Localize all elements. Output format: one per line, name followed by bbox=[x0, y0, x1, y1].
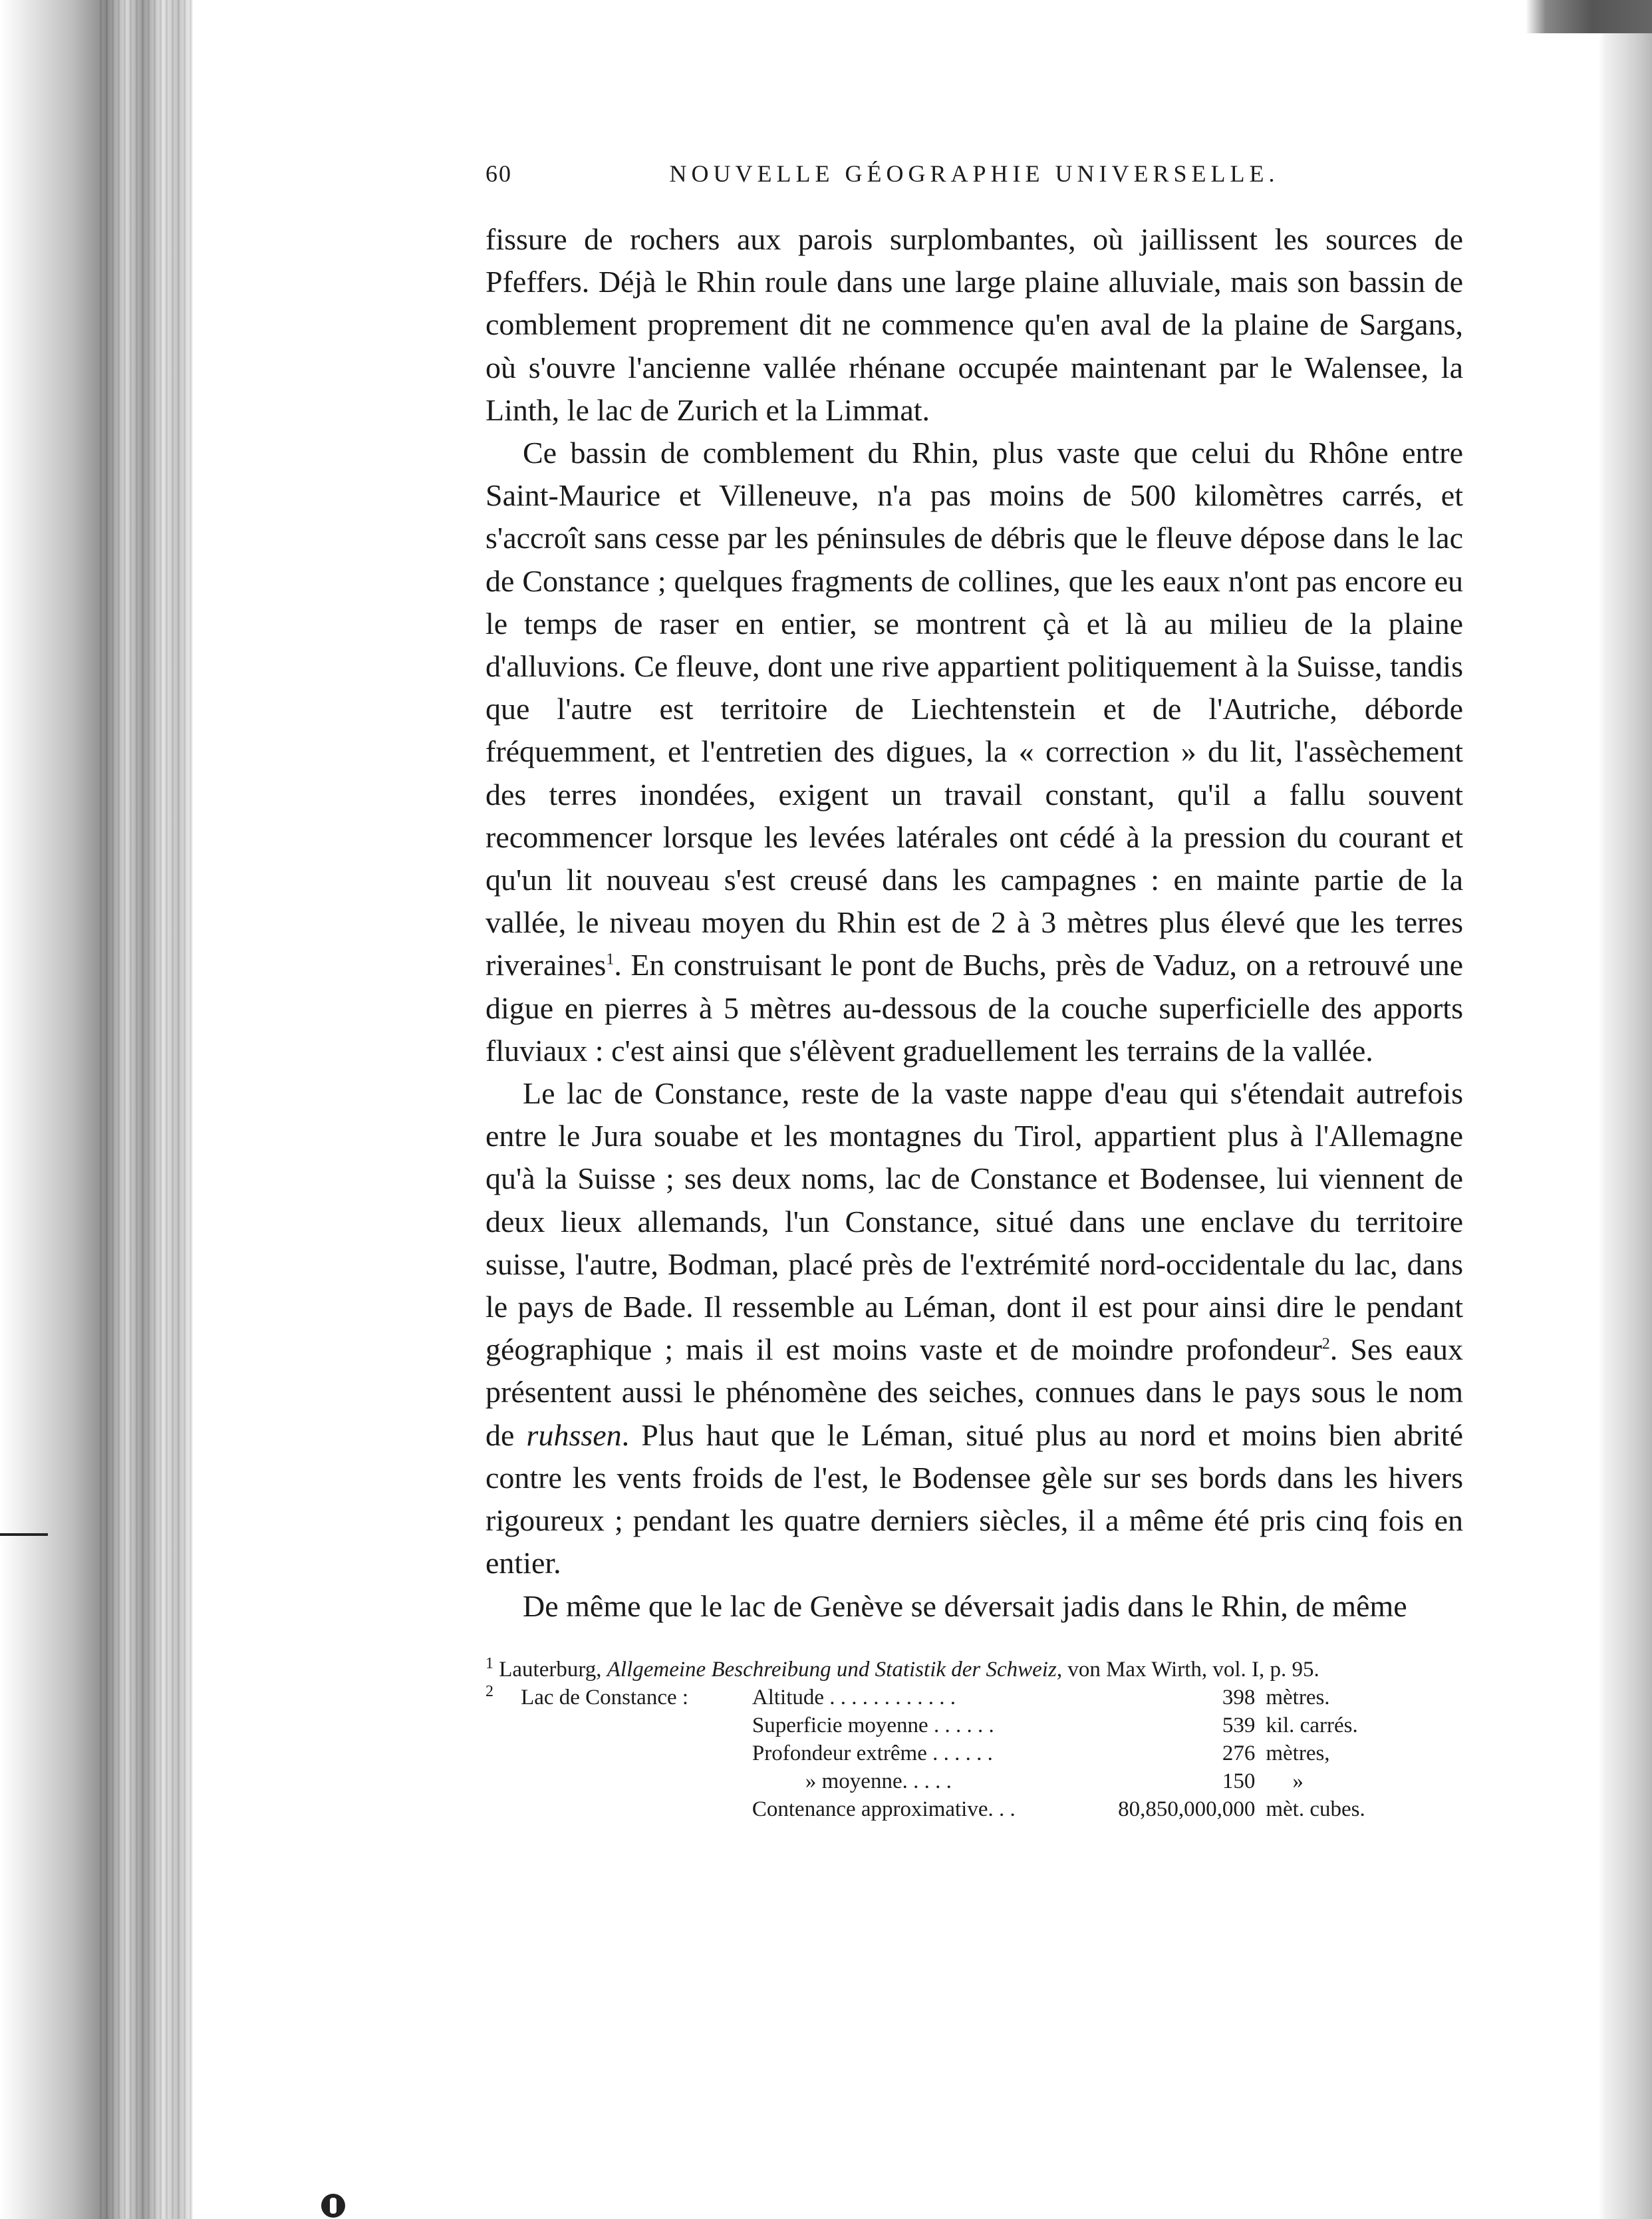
table-row bbox=[485, 1684, 1463, 1711]
paragraph-3-text-c: . Plus haut que le Léman, situé plus au nord et moins bien abrité contre les vents froids de l'est, le Bodensee gèle sur ses bords dans les hivers rigoureux ; pendant les quatre derniers siècles, il a même été pris cinq fois en entier. bbox=[485, 1417, 1463, 1580]
paragraph-2-text-a: Ce bassin de comblement du Rhin, plus vaste que celui du Rhône entre Saint-Maurice et Villeneuve, n'a pas moins de 500 kilomètres carrés, et s'accroît sans cesse par les péninsules de débris que le fleuve dépose dans le lac de Constance ; quelques fragments de collines, que les eaux n'ont pas encore eu le temps de raser en entier, se montrent çà et là au milieu de la plaine d'alluvions. Ce fleuve, dont une rive appartient politiquement à la Suisse, tandis que l'autre est territoire de Liechtenstein et de l'Autriche, déborde fréquemment, et l'entretien des digues, la « correction » du lit, l'assèchement des terres inondées, exigent un travail constant, qu'il a fallu souvent recommencer lorsque les levées latérales ont cédé à la pression du courant et qu'un lit nouveau s'est creusé dans les campagnes : en mainte partie de la vallée, le niveau moyen du Rhin est de 2 à 3 mètres plus élevé que les terres riveraines bbox=[485, 436, 1463, 982]
page-number: 60 bbox=[485, 160, 512, 187]
paragraph-1: fissure de rochers aux parois surplombantes, où jaillissent les sources de Pfeffers. Déjà le Rhin roule dans une large plaine alluviale, mais son bassin de comblement proprement dit ne commence qu'en aval de la plaine de Sargans, où s'ouvre l'ancienne vallée rhénane occupée maintenant par le Walensee, la Linth, le lac de Zurich et la Limmat. bbox=[485, 222, 1463, 427]
table-cell-value: 80,850,000,000 bbox=[1118, 1797, 1256, 1821]
paragraph-3-text-a: Le lac de Constance, reste de la vaste nappe d'eau qui s'étendait autrefois entre le Jura souabe et les montagnes du Tirol, appartient plus à l'Allemagne qu'à la Suisse ; ses deux noms, lac de Constance et Bodensee, lui viennent de deux lieux allemands, l'un Constance, situé dans une enclave du territoire suisse, l'autre, Bodman, placé près de l'extrémité nord-occidentale du lac, dans le pays de Bade. Il ressemble au Léman, dont il est pour ainsi dire le pendant géographique ; mais il est moins vaste et de moindre profondeur bbox=[485, 1076, 1463, 1367]
table-cell-value: 539 bbox=[1222, 1713, 1256, 1737]
footnote-1-title: Allgemeine Beschreibung und Statistik der Schweiz bbox=[607, 1657, 1057, 1682]
table-row bbox=[485, 1767, 1463, 1795]
footnote-2-label: Lac de Constance : bbox=[521, 1685, 689, 1709]
footnote-1-author: Lauterburg, bbox=[499, 1657, 607, 1682]
paragraph-2-text-b: . En construisant le pont de Buchs, près de Vaduz, on a retrouvé une digue en pierres à 5 mètres au-dessous de la couche superficielle des apports fluviaux : c'est ainsi que s'élèvent graduellement les terrains de la vallée. bbox=[485, 948, 1463, 1068]
table-cell-value: 150 bbox=[1222, 1769, 1256, 1793]
library-stamp-icon bbox=[321, 2194, 345, 2218]
footnotes bbox=[485, 1656, 1463, 1823]
paragraph-2 bbox=[485, 432, 1463, 1072]
right-page-shadow bbox=[1526, 0, 1652, 33]
book-page bbox=[485, 160, 1463, 1823]
table-cell-item: » moyenne. . . . . bbox=[805, 1769, 952, 1793]
table-cell-item: Altitude . . . . . . . . . . . . bbox=[752, 1685, 956, 1709]
table-cell-unit: kil. carrés. bbox=[1266, 1713, 1358, 1737]
edge-mark bbox=[0, 1533, 48, 1536]
right-page-edge bbox=[1526, 0, 1652, 2219]
body-text bbox=[485, 218, 1463, 1628]
table-cell-item: Profondeur extrême . . . . . . bbox=[752, 1741, 993, 1765]
footnote-1-rest: , von Max Wirth, vol. I, p. 95. bbox=[1056, 1657, 1319, 1682]
paragraph-3-text-b: . Ses eaux présentent aussi le phénomène des seiches, connues dans le pays sous le nom de bbox=[485, 1332, 1463, 1452]
table-cell-value: 276 bbox=[1222, 1741, 1256, 1765]
table-row bbox=[485, 1739, 1463, 1767]
footnote-2-table bbox=[485, 1684, 1463, 1823]
footnote-ref-2[interactable]: 2 bbox=[1321, 1335, 1330, 1353]
table-cell-unit: » bbox=[1292, 1769, 1304, 1793]
footnote-1-mark: 1 bbox=[485, 1654, 493, 1672]
footnote-ref-1[interactable]: 1 bbox=[606, 951, 615, 969]
italic-term: ruhssen bbox=[526, 1417, 622, 1452]
table-row bbox=[485, 1795, 1463, 1823]
table-cell-unit: mètres, bbox=[1266, 1741, 1330, 1765]
table-cell-unit: mètres. bbox=[1266, 1685, 1330, 1709]
footnote-2-mark: 2 bbox=[485, 1682, 493, 1700]
table-cell-unit: mèt. cubes. bbox=[1266, 1797, 1365, 1821]
running-title: NOUVELLE GÉOGRAPHIE UNIVERSELLE. bbox=[669, 160, 1280, 187]
binding-texture bbox=[100, 0, 193, 2219]
paragraph-4: De même que le lac de Genève se déversait jadis dans le Rhin, de même bbox=[523, 1588, 1407, 1623]
page-header bbox=[485, 160, 1463, 200]
paragraph-3 bbox=[485, 1072, 1463, 1584]
table-row bbox=[485, 1711, 1463, 1739]
table-cell-value: 398 bbox=[1222, 1685, 1256, 1709]
table-cell-item: Contenance approximative. . . bbox=[752, 1797, 1016, 1821]
table-cell-item: Superficie moyenne . . . . . . bbox=[752, 1713, 994, 1737]
footnote-1 bbox=[485, 1656, 1463, 1684]
